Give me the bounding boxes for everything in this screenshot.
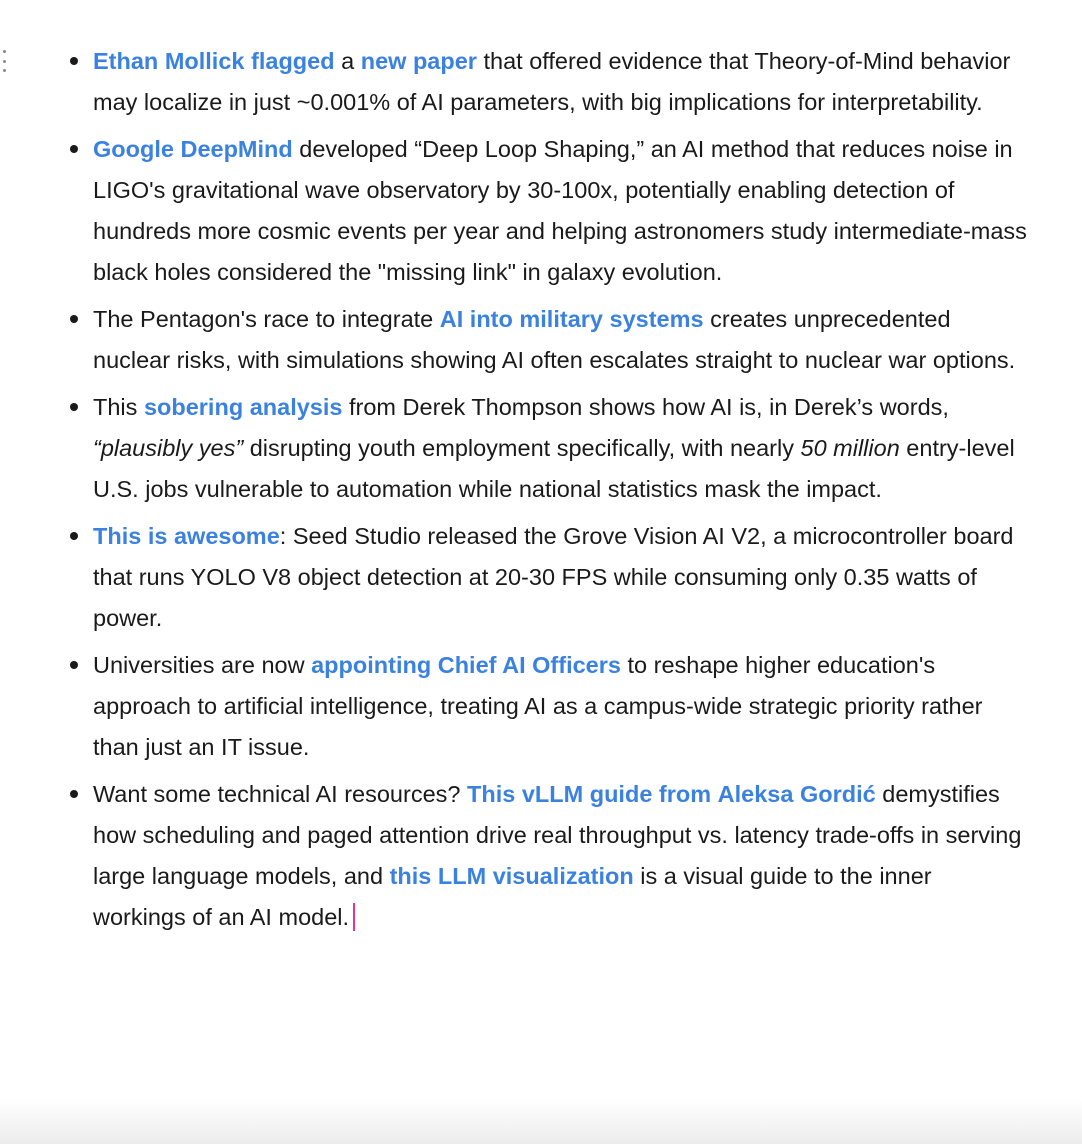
bullet-text: creates unprecedented nuclear risks, with simulations showing AI often escalates straight to nuclear war options. bbox=[93, 305, 1016, 373]
bullet-dot-icon bbox=[70, 532, 78, 540]
bullet-text: disrupting youth employment specifically, with nearly bbox=[243, 434, 801, 461]
bullet-dot-icon bbox=[70, 661, 78, 669]
bullet-text: is a visual guide to the inner workings of an AI model. bbox=[93, 862, 932, 930]
block-drag-handle[interactable] bbox=[0, 50, 8, 72]
link-llm-visualization[interactable]: this LLM visualization bbox=[389, 862, 634, 889]
bullet-dot-icon bbox=[70, 403, 78, 411]
bullet-item-tom-paper bbox=[93, 41, 1028, 123]
link-ai-military[interactable]: AI into military systems bbox=[439, 305, 704, 332]
bullet-item-deepmind bbox=[93, 129, 1028, 292]
drag-dot-icon bbox=[3, 50, 6, 53]
drag-dot-icon bbox=[3, 60, 6, 63]
bullet-text: demystifies how scheduling and paged attention drive real throughput vs. latency trade-offs in serving large language models, and bbox=[93, 781, 1022, 889]
bullet-text: Want some technical AI resources? bbox=[93, 781, 467, 808]
bullet-text: The Pentagon's race to integrate bbox=[93, 305, 440, 332]
bullet-text: that offered evidence that Theory-of-Mind behavior may localize in just ~0.001% of AI parameters, with big implications for interpretability. bbox=[93, 48, 1011, 115]
emphasis-50-million: 50 million bbox=[800, 434, 900, 461]
drag-dot-icon bbox=[3, 69, 6, 72]
text-cursor bbox=[353, 903, 355, 931]
link-google-deepmind[interactable]: Google DeepMind bbox=[93, 136, 293, 163]
quote-plausibly-yes: “plausibly yes” bbox=[93, 434, 244, 461]
link-aleksa-gordic[interactable]: Aleksa Gordić bbox=[717, 781, 876, 808]
bullet-item-youth-jobs bbox=[93, 387, 1028, 509]
bottom-fade bbox=[0, 1100, 1082, 1144]
bullet-item-technical-resources bbox=[93, 774, 1028, 937]
bullet-item-grove-vision bbox=[93, 516, 1028, 638]
bullet-list bbox=[93, 41, 1028, 944]
link-flagged[interactable]: flagged bbox=[251, 48, 335, 74]
link-mollick[interactable]: Mollick bbox=[164, 48, 245, 74]
bullet-text: developed “Deep Loop Shaping,” an AI method that reduces noise in LIGO's gravitational wave observatory by 30-100x, potentially enabling detection of hundreds more cosmic events per year and helping astronomers study intermediate-mass black holes considered the "missing link" in galaxy evolution. bbox=[93, 136, 1027, 285]
bullet-item-chief-ai-officers bbox=[93, 645, 1028, 767]
bullet-text: Universities are now bbox=[93, 652, 312, 679]
bullet-dot-icon bbox=[70, 315, 78, 323]
bullet-text: from Derek Thompson shows how AI is, in Derek’s words, bbox=[342, 394, 949, 421]
bullet-dot-icon bbox=[70, 145, 78, 153]
bullet-text: : Seed Studio released the Grove Vision AI V2, a microcontroller board that runs YOLO V8 object detection at 20-30 FPS while consuming only 0.35 watts of power. bbox=[93, 523, 1014, 631]
bullet-text: to reshape higher education's approach to artificial intelligence, treating AI as a campus-wide strategic priority rather than just an IT issue. bbox=[93, 652, 983, 760]
link-sobering-analysis[interactable]: sobering analysis bbox=[143, 394, 343, 421]
bullet-text: entry-level U.S. jobs vulnerable to automation while national statistics mask the impact. bbox=[93, 434, 1015, 502]
link-chief-ai-officers[interactable]: appointing Chief AI Officers bbox=[311, 652, 621, 679]
bullet-item-pentagon bbox=[93, 299, 1028, 381]
link-ethan[interactable]: Ethan bbox=[93, 48, 159, 74]
link-vllm-guide[interactable]: This vLLM guide from bbox=[467, 781, 712, 808]
bullet-dot-icon bbox=[70, 790, 78, 798]
link-new-paper[interactable]: new paper bbox=[360, 48, 477, 74]
bullet-text: This bbox=[93, 394, 144, 421]
bullet-dot-icon bbox=[70, 57, 78, 65]
bullet-text: a bbox=[334, 48, 361, 74]
link-this-is-awesome[interactable]: This is awesome bbox=[93, 523, 280, 550]
